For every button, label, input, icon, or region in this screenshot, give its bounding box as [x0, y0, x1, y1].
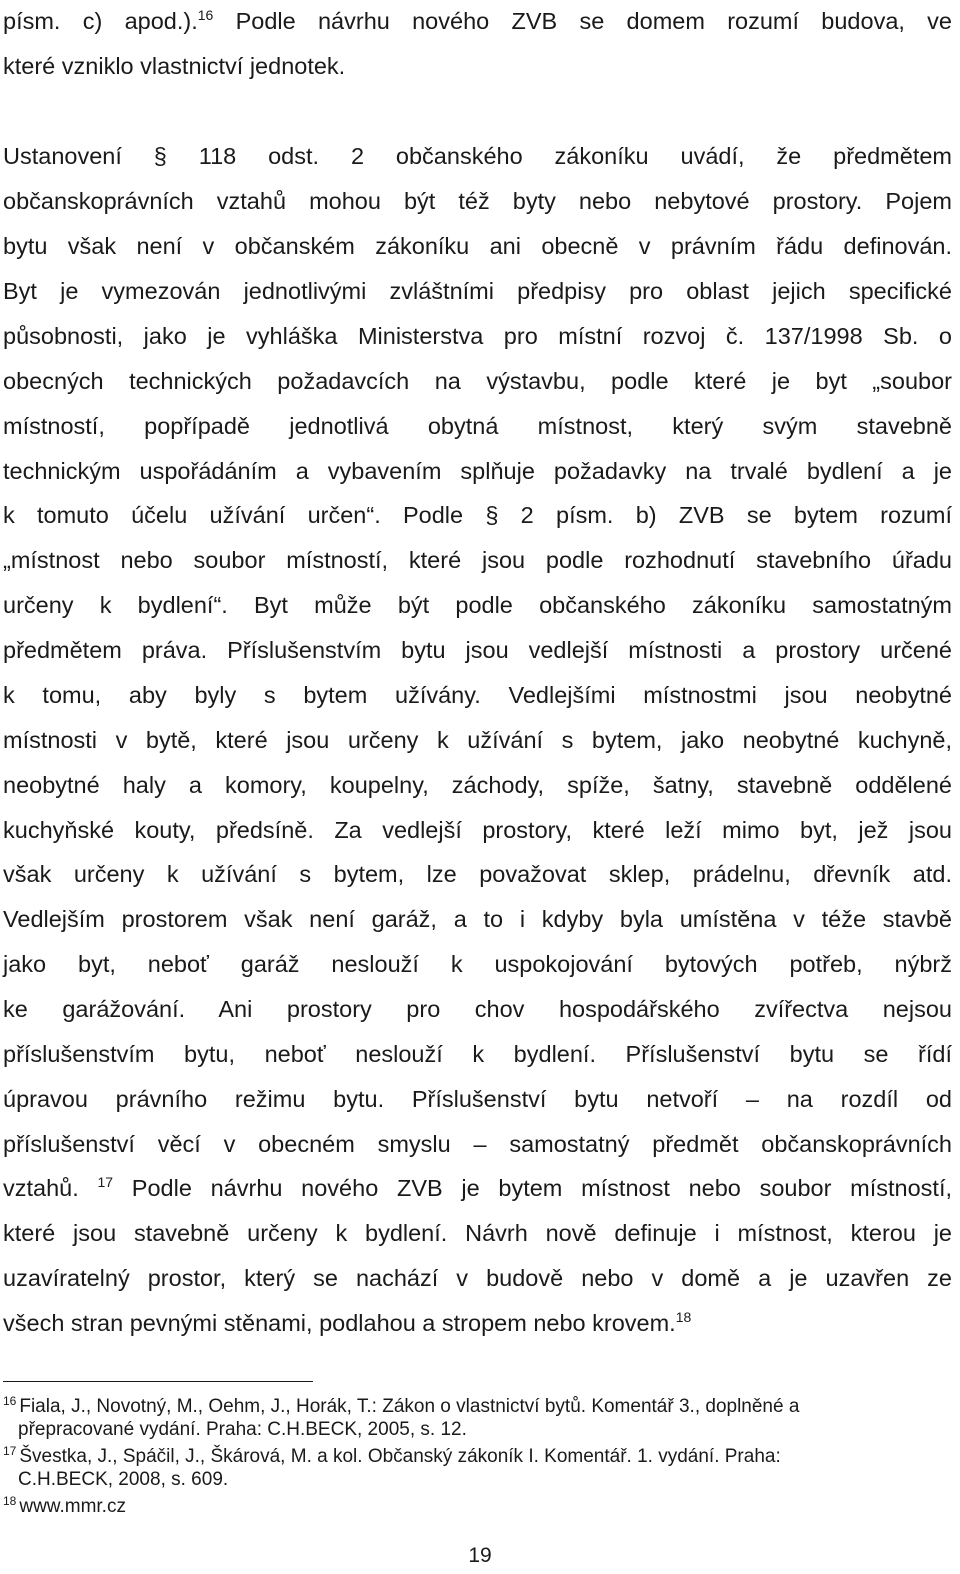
footnote-16 — [3, 1395, 953, 1441]
body-line-07: působnosti, jako je vyhláška Ministerstva pro místní rozvoj č. 137/1998 Sb. o — [3, 323, 952, 349]
body-line-01-end: Podle návrhu nového ZVB se domem rozumí budova, ve — [213, 8, 953, 34]
body-line-10: technickým uspořádáním a vybavením splňuje požadavky na trvalé bydlení a je — [3, 458, 952, 484]
body-line-20: Vedlejším prostorem však není garáž, a to i kdyby byla umístěna v téže stavbě — [3, 906, 952, 932]
footnote-text-continued: přepracované vydání. Praha: C.H.BECK, 2005, s. 12. — [18, 1419, 467, 1440]
footnote-separator — [3, 1381, 313, 1382]
footnote-number: 17 — [3, 1443, 17, 1458]
footnote-18 — [3, 1495, 953, 1518]
footnote-ref-18[interactable]: 18 — [675, 1309, 692, 1326]
body-line-21: jako byt, neboť garáž neslouží k uspokojování bytových potřeb, nýbrž — [3, 951, 952, 977]
body-line-11: k tomuto účelu užívání určen“. Podle § 2 písm. b) ZVB se bytem rozumí — [3, 502, 952, 528]
footnote-number: 16 — [3, 1393, 17, 1408]
footnote-link[interactable]: www.mmr.cz — [19, 1496, 126, 1517]
body-line-09: místností, popřípadě jednotlivá obytná místnost, který svým stavebně — [3, 413, 952, 439]
body-line-25: příslušenství věcí v obecném smyslu – samostatný předmět občanskoprávních — [3, 1131, 952, 1157]
body-line-05: bytu však není v občanském zákoníku ani obecně v právním řádu definován. — [3, 233, 952, 259]
page-number: 19 — [468, 1544, 492, 1567]
footnote-text-continued: C.H.BECK, 2008, s. 609. — [18, 1469, 229, 1490]
footnote-text: Švestka, J., Spáčil, J., Škárová, M. a kol. Občanský zákoník I. Komentář. 1. vydání. Praha: — [19, 1446, 781, 1467]
body-line-26 — [3, 1173, 952, 1203]
body-line-23: příslušenstvím bytu, neboť neslouží k bydlení. Příslušenství bytu se řídí — [3, 1041, 952, 1067]
body-line-19: však určeny k užívání s bytem, lze považovat sklep, prádelnu, dřevník atd. — [3, 861, 952, 887]
body-line-03: Ustanovení § 118 odst. 2 občanského zákoníku uvádí, že předmětem — [3, 143, 952, 169]
body-line-12: „místnost nebo soubor místností, které jsou podle rozhodnutí stavebního úřadu — [3, 547, 952, 573]
body-line-04: občanskoprávních vztahů mohou být též byty nebo nebytové prostory. Pojem — [3, 188, 952, 214]
body-line-14: předmětem práva. Příslušenstvím bytu jsou vedlejší místnosti a prostory určené — [3, 637, 952, 663]
footnote-ref-17[interactable]: 17 — [97, 1174, 114, 1191]
body-line-29 — [3, 1308, 952, 1338]
body-line-16: místnosti v bytě, které jsou určeny k užívání s bytem, jako neobytné kuchyně, — [3, 727, 952, 753]
body-line-27: které jsou stavebně určeny k bydlení. Návrh nově definuje i místnost, kterou je — [3, 1220, 952, 1246]
body-line-01-start: písm. c) apod.). — [3, 8, 198, 34]
body-line-13: určeny k bydlení“. Byt může být podle občanského zákoníku samostatným — [3, 592, 952, 618]
body-line-26-end: Podle návrhu nového ZVB je bytem místnost nebo soubor místností, — [113, 1175, 952, 1201]
body-line-24: úpravou právního režimu bytu. Příslušenství bytu netvoří – na rozdíl od — [3, 1086, 952, 1112]
footnote-17 — [3, 1445, 953, 1491]
body-line-01 — [3, 6, 952, 36]
body-line-15: k tomu, aby byly s bytem užívány. Vedlejšími místnostmi jsou neobytné — [3, 682, 952, 708]
body-line-18: kuchyňské kouty, předsíně. Za vedlejší prostory, které leží mimo byt, jež jsou — [3, 817, 952, 843]
body-line-06: Byt je vymezován jednotlivými zvláštními předpisy pro oblast jejich specifické — [3, 278, 952, 304]
body-line-22: ke garážování. Ani prostory pro chov hospodářského zvířectva nejsou — [3, 996, 952, 1022]
footnote-number: 18 — [3, 1493, 17, 1508]
footnote-text: Fiala, J., Novotný, M., Oehm, J., Horák, T.: Zákon o vlastnictví bytů. Komentář 3., doplněné a — [19, 1396, 800, 1417]
body-line-29-text: všech stran pevnými stěnami, podlahou a stropem nebo krovem. — [3, 1310, 676, 1336]
body-line-28: uzavíratelný prostor, který se nachází v budově nebo v domě a je uzavřen ze — [3, 1265, 952, 1291]
body-line-26-start: vztahů. — [3, 1175, 79, 1201]
body-line-17: neobytné haly a komory, koupelny, záchody, spíže, šatny, stavebně oddělené — [3, 772, 952, 798]
body-line-08: obecných technických požadavcích na výstavbu, podle které je byt „soubor — [3, 368, 952, 394]
footnote-ref-16[interactable]: 16 — [197, 7, 214, 24]
body-line-02: které vzniklo vlastnictví jednotek. — [3, 53, 346, 79]
